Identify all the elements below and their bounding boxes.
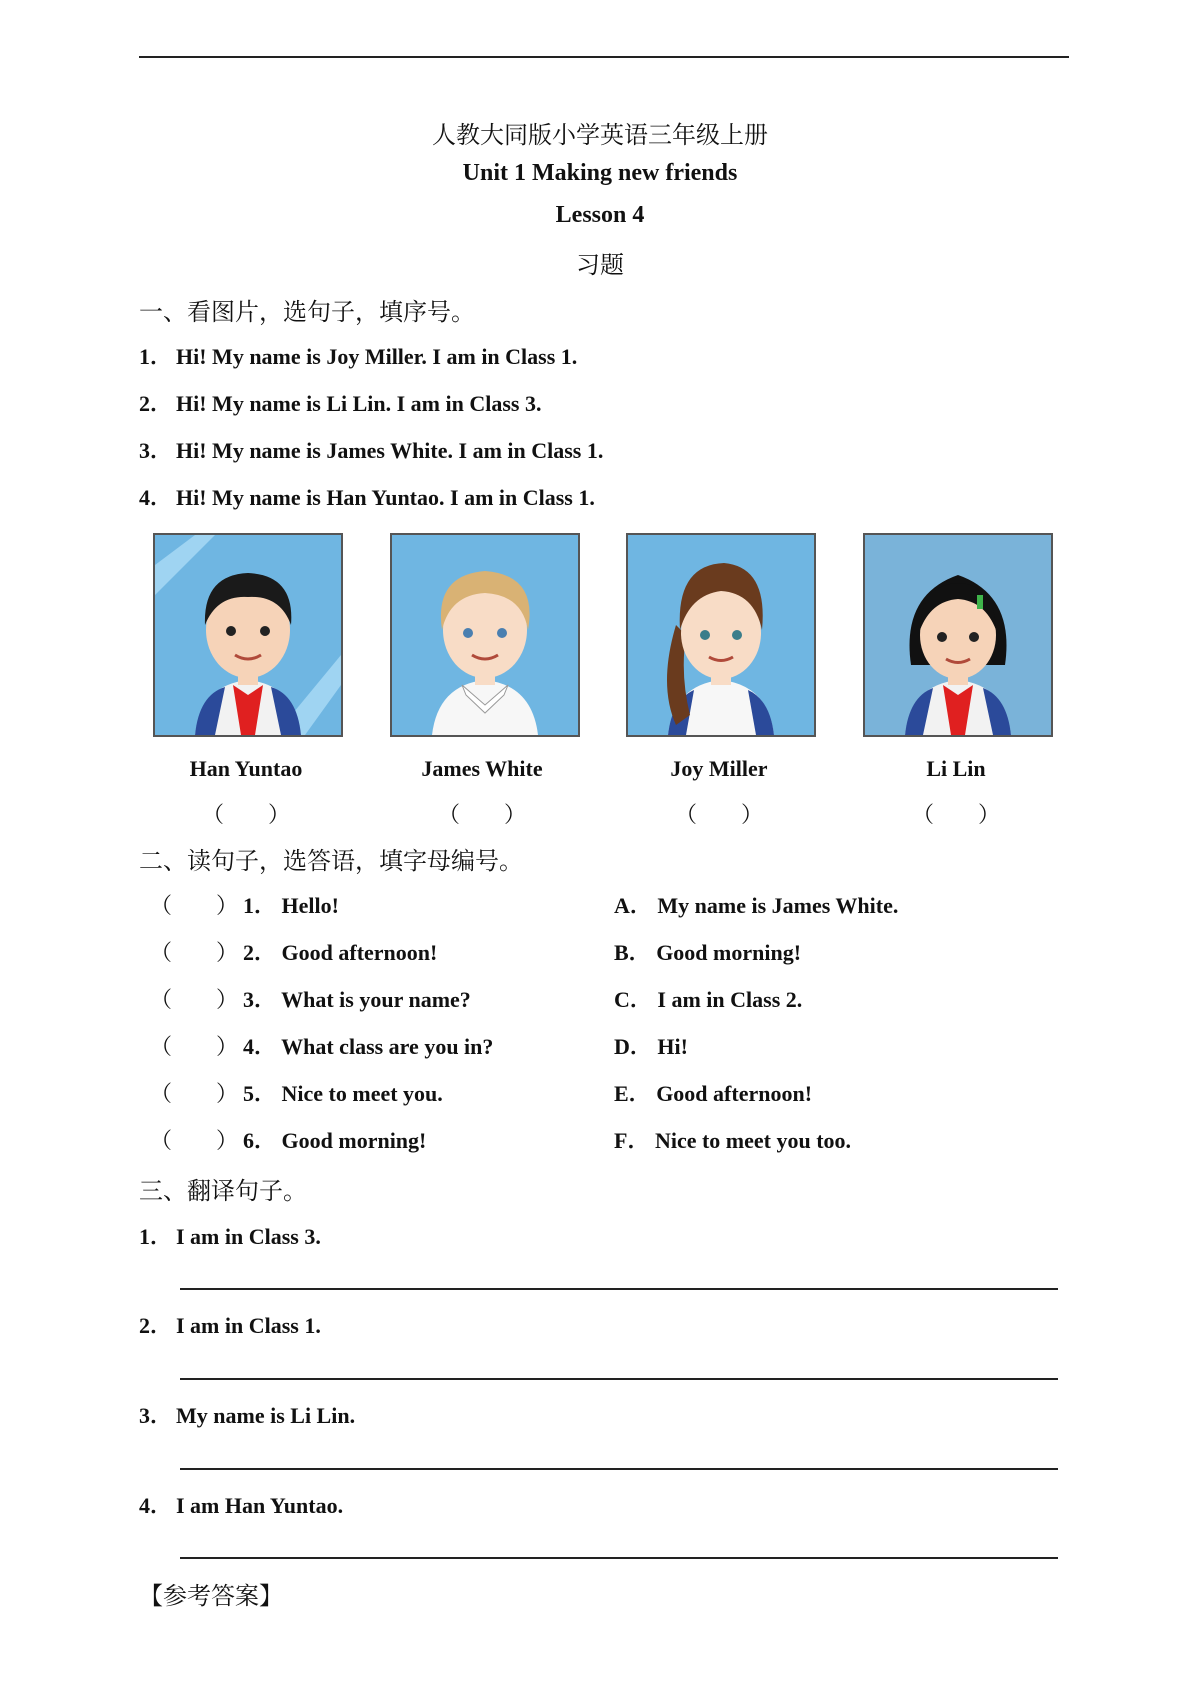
answer-option (614, 889, 898, 920)
question-text: Nice to meet you. (281, 1081, 443, 1106)
answer-blank[interactable]: （ ） (150, 1081, 239, 1106)
sentence-item (139, 434, 603, 465)
portrait-james-white (390, 533, 580, 737)
picture-caption: Han Yuntao (189, 756, 303, 781)
question-text: What class are you in? (281, 1034, 494, 1059)
top-rule (139, 56, 1069, 58)
question-text: Good afternoon! (281, 940, 438, 965)
answer-blank[interactable]: （ ） (150, 987, 239, 1012)
item-number: 1． (139, 1224, 173, 1249)
section3-title: 三、翻译句子。 (139, 1179, 307, 1205)
question-text: Good morning! (281, 1128, 427, 1153)
option-letter: D． (614, 1034, 652, 1059)
answer-parentheses: （ ） (437, 802, 526, 827)
question-text: Hello! (281, 893, 339, 918)
book-title: 人教大同版小学英语三年级上册 (432, 123, 768, 149)
answer-blank[interactable] (838, 798, 1074, 829)
question-text: What is your name? (281, 987, 471, 1012)
option-letter: E． (614, 1081, 651, 1106)
question-number: 5． (243, 1081, 277, 1106)
picture-caption: Joy Miller (670, 756, 768, 781)
question-number: 3． (243, 987, 277, 1012)
answer-parentheses: （ ） (201, 802, 290, 827)
portrait-joy-miller (626, 533, 816, 737)
sentence-item (139, 387, 541, 418)
sentence-text: Hi! My name is Joy Miller. I am in Class 1. (176, 344, 578, 369)
translate-item (139, 1489, 343, 1520)
answer-blank[interactable] (128, 798, 364, 829)
option-letter: B． (614, 940, 651, 965)
question-number: 2． (243, 940, 277, 965)
question-item (150, 1030, 493, 1061)
picture-caption: Li Lin (926, 756, 986, 781)
unit-title: Unit 1 Making new friends (462, 160, 738, 186)
item-text: I am in Class 1. (176, 1313, 321, 1338)
sentence-text: Hi! My name is Han Yuntao. I am in Class 1. (176, 485, 595, 510)
answer-option (614, 1124, 851, 1155)
item-text: I am in Class 3. (176, 1224, 321, 1249)
writing-line[interactable] (180, 1288, 1058, 1290)
sentence-number: 4． (139, 485, 173, 510)
question-number: 1． (243, 893, 277, 918)
option-text: Nice to meet you too. (654, 1128, 852, 1153)
answer-option (614, 936, 801, 967)
section2-title: 二、读句子，选答语，填字母编号。 (139, 849, 523, 875)
answer-blank[interactable] (364, 798, 600, 829)
answer-option (614, 983, 802, 1014)
item-number: 3． (139, 1403, 173, 1428)
translate-item (139, 1309, 321, 1340)
answer-blank[interactable] (601, 798, 837, 829)
sentence-number: 2． (139, 391, 173, 416)
answer-blank[interactable]: （ ） (150, 1128, 239, 1153)
option-letter: C． (614, 987, 652, 1012)
exercise-label: 习题 (576, 253, 624, 279)
sentence-number: 3． (139, 438, 173, 463)
question-number: 6． (243, 1128, 277, 1153)
translate-item (139, 1220, 321, 1251)
answer-blank[interactable]: （ ） (150, 940, 239, 965)
item-number: 4． (139, 1493, 173, 1518)
option-text: Good afternoon! (656, 1081, 813, 1106)
lesson-title: Lesson 4 (555, 202, 645, 228)
option-text: I am in Class 2. (657, 987, 803, 1012)
portrait-li-lin (863, 533, 1053, 737)
question-item (150, 1077, 443, 1108)
answer-key-heading: 【参考答案】 (139, 1584, 283, 1610)
section1-title: 一、看图片，选句子，填序号。 (139, 300, 475, 326)
translate-item (139, 1399, 355, 1430)
answer-parentheses: （ ） (674, 802, 763, 827)
answer-option (614, 1030, 688, 1061)
item-text: My name is Li Lin. (176, 1403, 356, 1428)
writing-line[interactable] (180, 1557, 1058, 1559)
writing-line[interactable] (180, 1378, 1058, 1380)
sentence-item (139, 340, 577, 371)
item-text: I am Han Yuntao. (176, 1493, 344, 1518)
option-text: Hi! (657, 1034, 688, 1059)
answer-blank[interactable]: （ ） (150, 893, 239, 918)
question-number: 4． (243, 1034, 277, 1059)
option-text: My name is James White. (657, 893, 899, 918)
sentence-text: Hi! My name is James White. I am in Class 1. (176, 438, 604, 463)
sentence-item (139, 481, 595, 512)
answer-blank[interactable]: （ ） (150, 1034, 239, 1059)
question-item (150, 1124, 426, 1155)
sentence-text: Hi! My name is Li Lin. I am in Class 3. (176, 391, 542, 416)
picture-caption: James White (421, 756, 543, 781)
question-item (150, 889, 339, 920)
question-item (150, 983, 471, 1014)
option-letter: F． (614, 1128, 650, 1153)
answer-option (614, 1077, 812, 1108)
writing-line[interactable] (180, 1468, 1058, 1470)
option-letter: A． (614, 893, 652, 918)
item-number: 2． (139, 1313, 173, 1338)
sentence-number: 1． (139, 344, 173, 369)
answer-parentheses: （ ） (911, 802, 1000, 827)
portrait-han-yuntao (153, 533, 343, 737)
question-item (150, 936, 437, 967)
option-text: Good morning! (656, 940, 802, 965)
